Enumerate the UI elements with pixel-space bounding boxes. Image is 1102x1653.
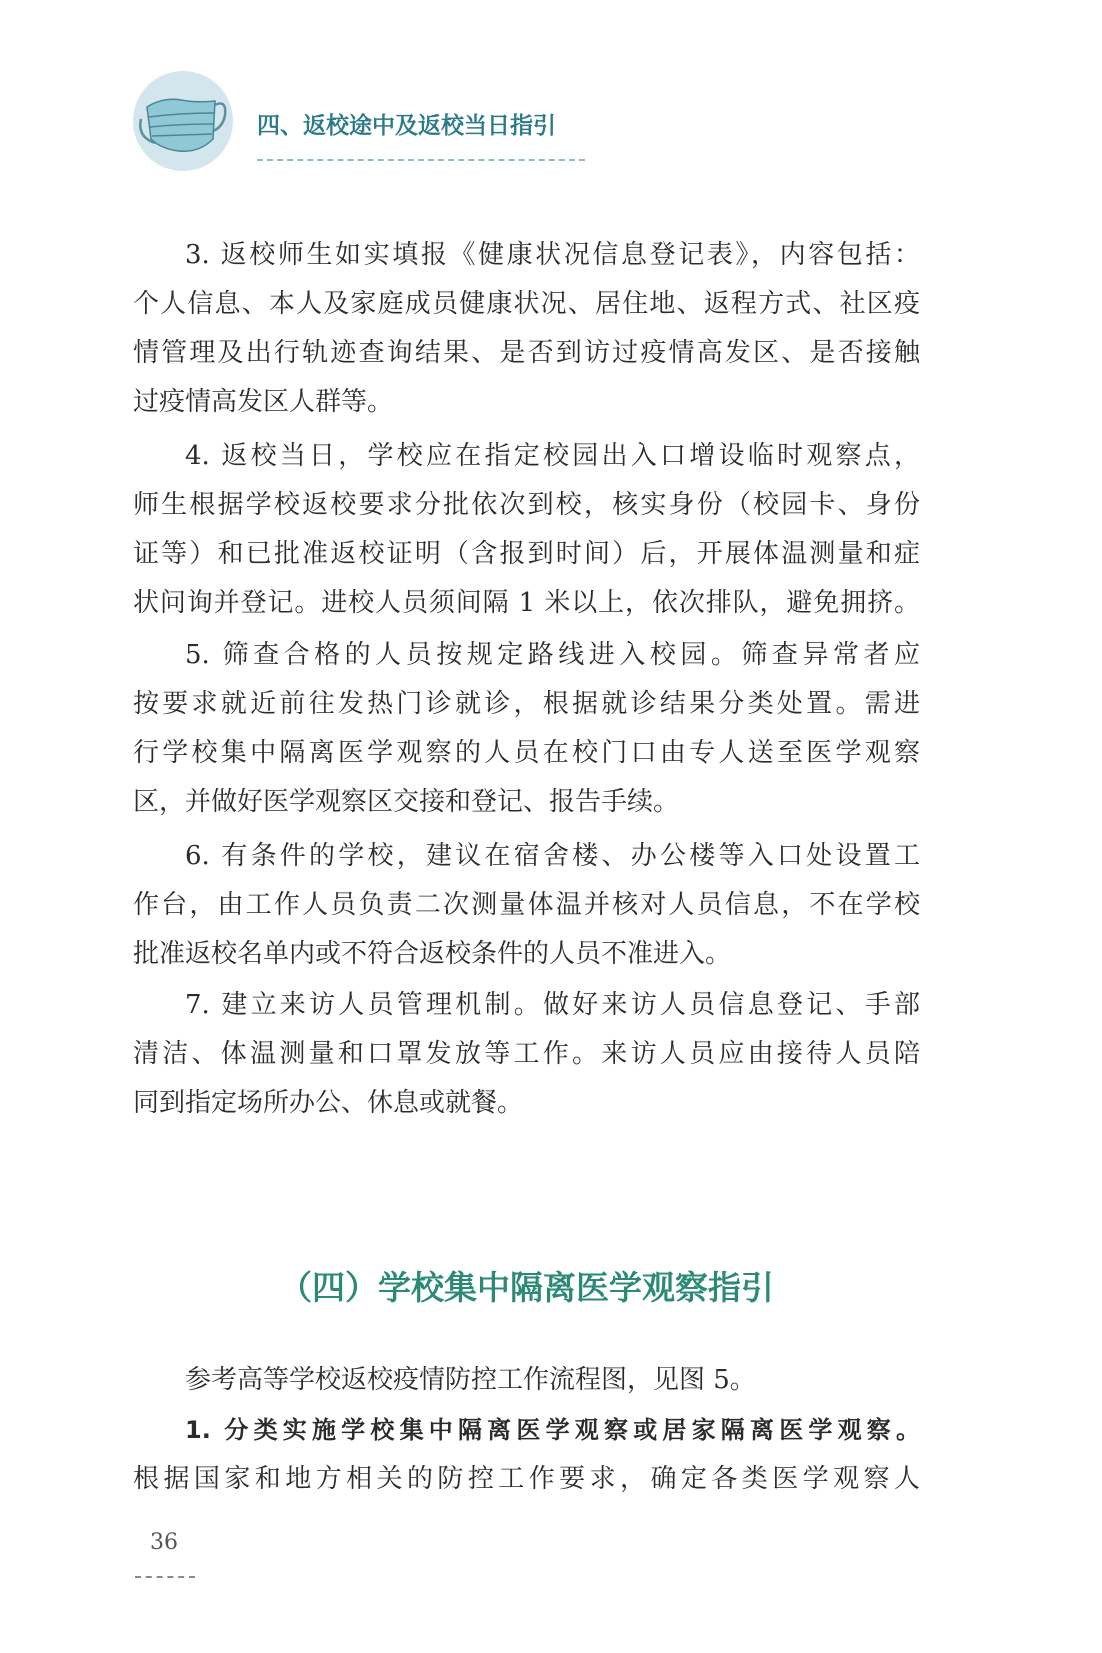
item-title: 1. 分类实施学校集中隔离医学观察或居家隔离医学观察。: [185, 1416, 920, 1444]
text-line: 6. 有条件的学校，建议在宿舍楼、办公楼等入口处设置工: [185, 841, 920, 871]
header-divider: [257, 159, 585, 161]
text-line: 7. 建立来访人员管理机制。做好来访人员信息登记、手部: [185, 990, 920, 1020]
text-line: 情管理及出行轨迹查询结果、是否到访过疫情高发区、是否接触: [133, 338, 920, 368]
text-line: 3. 返校师生如实填报《健康状况信息登记表》，内容包括：: [185, 240, 920, 270]
text-line: 个人信息、本人及家庭成员健康状况、居住地、返程方式、社区疫: [133, 289, 920, 319]
text-line: 证等）和已批准返校证明（含报到时间）后，开展体温测量和症: [133, 539, 920, 569]
face-mask-icon: [133, 71, 233, 171]
chapter-title: 四、返校途中及返校当日指引: [257, 113, 556, 139]
text-line: 过疫情高发区人群等。: [133, 387, 394, 417]
section-heading: （四）学校集中隔离医学观察指引: [279, 1268, 774, 1307]
text-line: 作台，由工作人员负责二次测量体温并核对人员信息，不在学校: [133, 890, 920, 920]
text-line: 师生根据学校返校要求分批依次到校，核实身份（校园卡、身份: [133, 490, 920, 520]
text-line: 5. 筛查合格的人员按规定路线进入校园。筛查异常者应: [185, 640, 920, 670]
text-line: 按要求就近前往发热门诊就诊，根据就诊结果分类处置。需进: [133, 689, 920, 719]
page-number: 36: [150, 1530, 178, 1555]
footer-divider: [135, 1576, 195, 1578]
text-line: 批准返校名单内或不符合返校条件的人员不准进入。: [133, 939, 732, 969]
text-line: 同到指定场所办公、休息或就餐。: [133, 1088, 524, 1118]
text-line: 行学校集中隔离医学观察的人员在校门口由专人送至医学观察: [133, 738, 920, 768]
text-line: 清洁、体温测量和口罩发放等工作。来访人员应由接待人员陪: [133, 1039, 920, 1069]
text-line: 区，并做好医学观察区交接和登记、报告手续。: [133, 787, 680, 817]
section-intro: 参考高等学校返校疫情防控工作流程图，见图 5。: [185, 1365, 756, 1395]
text-line: 状问询并登记。进校人员须间隔 1 米以上，依次排队，避免拥挤。: [133, 588, 920, 618]
text-line: 根据国家和地方相关的防控工作要求，确定各类医学观察人: [133, 1464, 920, 1494]
text-line: 4. 返校当日，学校应在指定校园出入口增设临时观察点，: [185, 441, 920, 471]
